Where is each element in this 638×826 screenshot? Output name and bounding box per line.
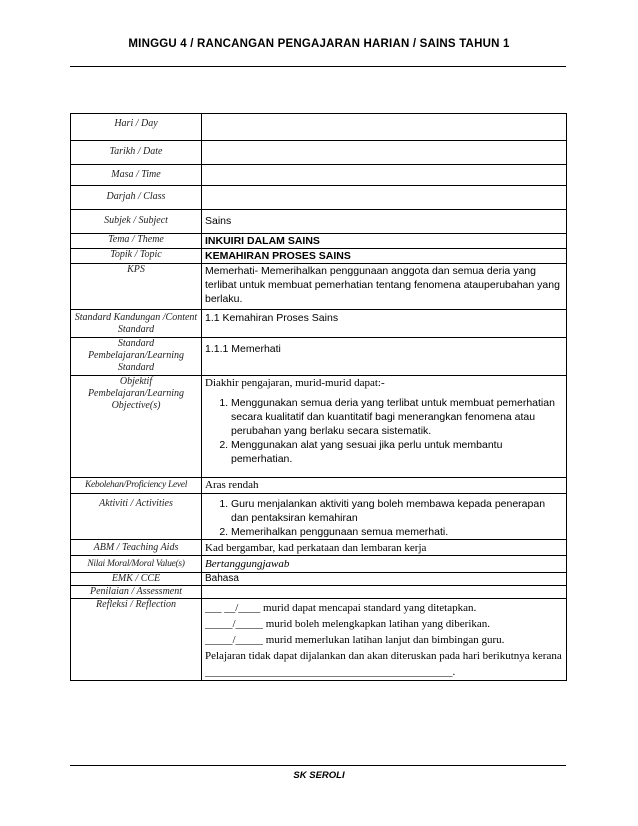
label-emk: EMK / CCE xyxy=(71,573,202,586)
footer-divider xyxy=(70,765,566,766)
label-nilai: Nilai Moral/Moral Value(s) xyxy=(71,556,202,573)
table-row xyxy=(71,573,567,586)
header-divider xyxy=(70,66,566,67)
label-standard-pembelajaran: Standard Pembelajaran/Learning Standard xyxy=(71,338,202,376)
label-kebolehan: Kebolehan/Proficiency Level xyxy=(71,478,202,494)
value-tema: INKUIRI DALAM SAINS xyxy=(202,234,567,249)
value-nilai: Bertanggungjawab xyxy=(202,556,567,573)
table-row xyxy=(71,376,567,478)
lesson-plan-table xyxy=(70,113,567,681)
label-refleksi: Refleksi / Reflection xyxy=(71,599,202,681)
value-objektif xyxy=(202,376,567,478)
value-kps: Memerhati- Memerihalkan penggunaan anggota dan semua deria yang terlibat untuk membuat pemerhatian tentang fenomena atauperubahan yang berlaku. xyxy=(202,264,567,310)
table-row xyxy=(71,210,567,234)
table-row xyxy=(71,141,567,165)
value-subjek: Sains xyxy=(202,210,567,234)
table-row xyxy=(71,249,567,264)
value-abm: Kad bergambar, kad perkataan dan lembaran kerja xyxy=(202,540,567,556)
label-tema: Tema / Theme xyxy=(71,234,202,249)
list-item: 2. Menggunakan alat yang sesuai jika perlu untuk membantu pemerhatian. xyxy=(231,438,563,466)
label-subjek: Subjek / Subject xyxy=(71,210,202,234)
value-standard-pembelajaran: 1.1.1 Memerhati xyxy=(202,338,567,376)
table-row xyxy=(71,586,567,599)
label-kps: KPS xyxy=(71,264,202,310)
label-masa: Masa / Time xyxy=(71,165,202,186)
label-objektif: Objektif Pembelajaran/Learning Objective(s) xyxy=(71,376,202,478)
list-item: 2. Memerihalkan penggunaan semua memerhati. xyxy=(231,525,563,539)
table-row xyxy=(71,556,567,573)
refleksi-line-2: _____/_____ murid boleh melengkapkan latihan yang diberikan. xyxy=(205,618,491,630)
value-hari[interactable] xyxy=(202,114,567,141)
aktiviti-list xyxy=(205,497,563,539)
value-emk: Bahasa xyxy=(202,573,567,586)
table-row xyxy=(71,540,567,556)
table-row xyxy=(71,165,567,186)
value-darjah[interactable] xyxy=(202,186,567,210)
value-tarikh[interactable] xyxy=(202,141,567,165)
table-row xyxy=(71,114,567,141)
refleksi-line-4: Pelajaran tidak dapat dijalankan dan akan diteruskan pada hari berikutnya kerana _____________________________________________. xyxy=(205,650,562,678)
label-standard-kandungan: Standard Kandungan /Content Standard xyxy=(71,310,202,338)
value-aktiviti xyxy=(202,494,567,540)
label-tarikh: Tarikh / Date xyxy=(71,141,202,165)
table-row xyxy=(71,478,567,494)
value-kebolehan: Aras rendah xyxy=(202,478,567,494)
list-item: 1. Menggunakan semua deria yang terlibat untuk membuat pemerhatian secara kualitatif dan kuantitatif bagi menerangkan fenomena atau perubahan yang berlaku secara sistematik. xyxy=(231,396,563,438)
label-hari: Hari / Day xyxy=(71,114,202,141)
refleksi-line-3: _____/_____ murid memerlukan latihan lanjut dan bimbingan guru. xyxy=(205,634,505,646)
label-aktiviti: Aktiviti / Activities xyxy=(71,494,202,540)
label-penilaian: Penilaian / Assessment xyxy=(71,586,202,599)
objektif-list xyxy=(205,396,563,466)
value-topik: KEMAHIRAN PROSES SAINS xyxy=(202,249,567,264)
value-standard-kandungan: 1.1 Kemahiran Proses Sains xyxy=(202,310,567,338)
table-row xyxy=(71,494,567,540)
label-topik: Topik / Topic xyxy=(71,249,202,264)
table-row xyxy=(71,186,567,210)
refleksi-line-1: ___ __/____ murid dapat mencapai standard yang ditetapkan. xyxy=(205,602,477,614)
objektif-intro: Diakhir pengajaran, murid-murid dapat:- xyxy=(205,377,385,389)
list-item: 1. Guru menjalankan aktiviti yang boleh membawa kepada penerapan dan pentaksiran kemahiran xyxy=(231,497,563,525)
table-row xyxy=(71,310,567,338)
label-darjah: Darjah / Class xyxy=(71,186,202,210)
value-penilaian[interactable] xyxy=(202,586,567,599)
value-refleksi xyxy=(202,599,567,681)
page-header: MINGGU 4 / RANCANGAN PENGAJARAN HARIAN / SAINS TAHUN 1 xyxy=(128,38,510,50)
table-row xyxy=(71,264,567,310)
table-row xyxy=(71,338,567,376)
table-row xyxy=(71,599,567,681)
value-masa[interactable] xyxy=(202,165,567,186)
page-footer: SK SEROLI xyxy=(293,770,345,781)
label-abm: ABM / Teaching Aids xyxy=(71,540,202,556)
table-row xyxy=(71,234,567,249)
